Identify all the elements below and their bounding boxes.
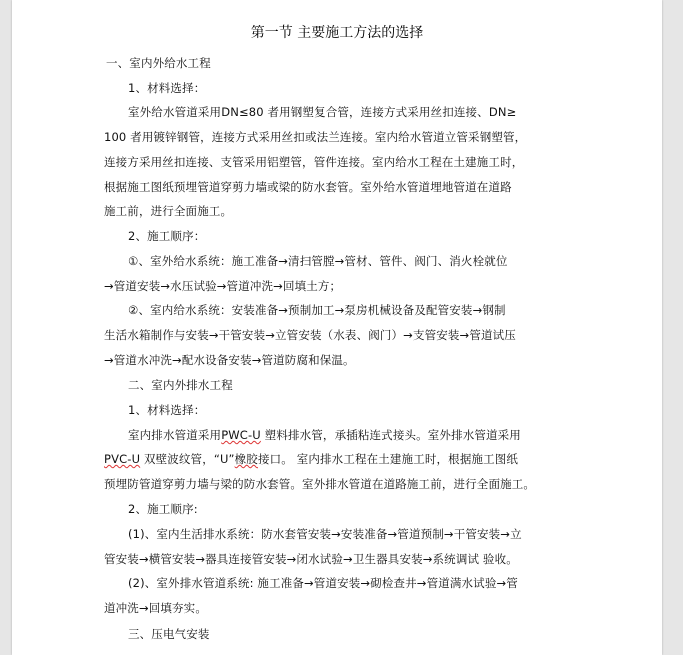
paragraph-line: 连接方采用丝扣连接、支管采用铝塑管，管件连接。室内给水工程在土建施工时， <box>104 155 524 169</box>
subheading-sequence: 2、施工顺序: <box>128 502 198 516</box>
section-heading-water-supply: 一、室内外给水工程 <box>106 56 211 70</box>
paragraph-line: 根据施工图纸预埋管道穿剪力墙或梁的防水套管。室外给水管道埋地管道在道路 <box>104 180 512 194</box>
section-heading-drainage: 二、室内外排水工程 <box>128 378 233 392</box>
paragraph-line: 室内排水管道采用PWC-U 塑料排水管，承插粘连式接头。室外排水管道采用 <box>128 428 521 442</box>
paragraph-line: 管安装→横管安装→器具连接管安装→闭水试验→卫生器具安装→系统调试 验收。 <box>104 552 518 566</box>
subheading-materials: 1、材料选择： <box>128 81 206 95</box>
section-heading-electrical: 三、压电气安装 <box>128 627 210 641</box>
paragraph-line: PVC-U 双壁波纹管，“U”橡胶接口。 室内排水工程在土建施工时，根据施工图纸 <box>104 452 519 466</box>
document-page <box>12 0 662 655</box>
page-title: 第一节 主要施工方法的选择 <box>250 25 424 41</box>
paragraph-line: →管道水冲洗→配水设备安装→管道防腐和保温。 <box>104 353 355 367</box>
paragraph-line: 室外给水管道采用DN≤80 者用钢塑复合管，连接方式采用丝扣连接、DN≥ <box>128 105 517 119</box>
paragraph-line: 生活水箱制作与安装→干管安装→立管安装（水表、阀门）→支管安装→管道试压 <box>104 328 516 342</box>
paragraph-line: (1)、室内生活排水系统：防水套管安装→安装准备→管道预制→干管安装→立 <box>128 527 522 541</box>
paragraph-line: 预埋防管道穿剪力墙与梁的防水套管。室外排水管道在道路施工前，进行全面施工。 <box>104 477 536 491</box>
subheading-sequence: 2、施工顺序： <box>128 229 206 243</box>
paragraph-line: 施工前，进行全面施工。 <box>104 204 233 218</box>
paragraph-line: ①、室外给水系统：施工准备→清扫管膛→管材、管件、阀门、消火栓就位 <box>128 254 508 268</box>
paragraph-line: (2)、室外排水管道系统: 施工准备→管道安装→砌检查井→管道满水试验→管 <box>128 576 518 590</box>
paragraph-line: 道冲洗→回填夯实。 <box>104 601 207 615</box>
subheading-materials: 1、材料选择： <box>128 403 206 417</box>
paragraph-line: 100 者用镀锌钢管，连接方式采用丝扣或法兰连接。室内给水管道立管采钢塑管， <box>104 130 527 144</box>
paragraph-line: →管道安装→水压试验→管道冲洗→回填土方； <box>104 279 342 293</box>
paragraph-line: ②、室内给水系统：安装准备→预制加工→泵房机械设备及配管安装→钢制 <box>128 303 506 317</box>
